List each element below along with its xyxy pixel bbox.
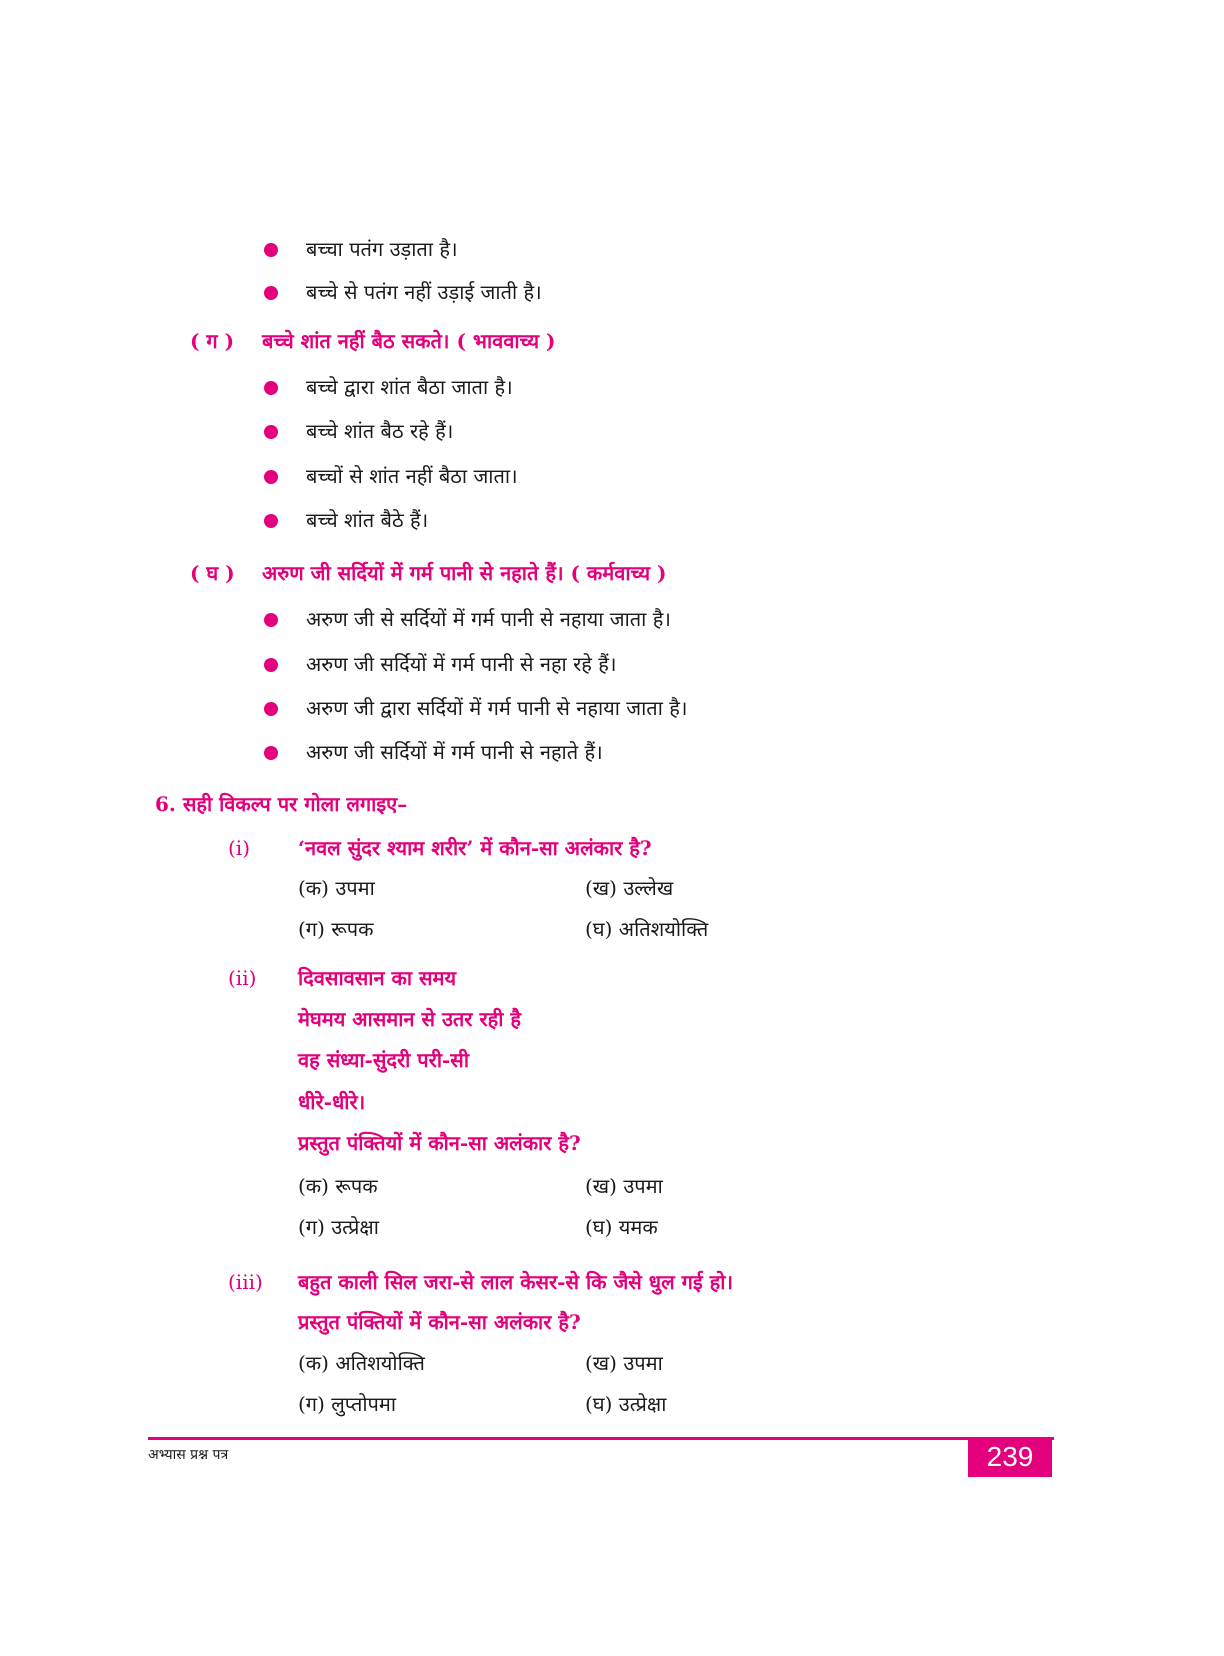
option: (ग) लुप्तोपमा <box>298 1392 397 1416</box>
option: (क) अतिशयोक्ति <box>298 1351 425 1375</box>
poem-line: धीरे-धीरे। <box>298 1090 366 1114</box>
question-marker: ( ग ) <box>190 329 235 353</box>
question-text: बहुत काली सिल जरा-से लाल केसर-से कि जैसे धुल गई हो। <box>298 1270 734 1294</box>
list-item: बच्चों से शांत नहीं बैठा जाता। <box>306 464 518 488</box>
bullet-dot <box>264 425 278 439</box>
option: (ख) उल्लेख <box>585 876 674 900</box>
option: (क) रूपक <box>298 1174 378 1198</box>
question-number: (i) <box>228 836 251 860</box>
list-item: बच्चा पतंग उड़ाता है। <box>306 237 458 261</box>
question-text: बच्चे शांत नहीं बैठ सकते। ( भाववाच्य ) <box>262 329 556 353</box>
bullet-dot <box>264 514 278 528</box>
poem-line: वह संध्या-सुंदरी परी-सी <box>298 1048 470 1072</box>
bullet-dot <box>264 702 278 716</box>
list-item: बच्चे शांत बैठ रहे हैं। <box>306 419 454 443</box>
option: (घ) उत्प्रेक्षा <box>585 1392 667 1416</box>
bullet-dot <box>264 613 278 627</box>
bullet-dot <box>264 286 278 300</box>
option: (ग) रूपक <box>298 917 374 941</box>
option: (ख) उपमा <box>585 1174 663 1198</box>
list-item: अरुण जी द्वारा सर्दियों में गर्म पानी से नहाया जाता है। <box>306 696 688 720</box>
bullet-dot <box>264 381 278 395</box>
option: (ग) उत्प्रेक्षा <box>298 1215 379 1239</box>
list-item: बच्चे द्वारा शांत बैठा जाता है। <box>306 375 513 399</box>
option: (क) उपमा <box>298 876 375 900</box>
bullet-dot <box>264 243 278 257</box>
question-text: अरुण जी सर्दियों में गर्म पानी से नहाते हैं। ( कर्मवाच्य ) <box>262 561 667 585</box>
question-text: प्रस्तुत पंक्तियों में कौन-सा अलंकार है? <box>298 1310 581 1334</box>
question-marker: ( घ ) <box>190 561 235 585</box>
question-text: ‘नवल सुंदर श्याम शरीर’ में कौन-सा अलंकार है? <box>298 836 652 860</box>
list-item: बच्चे शांत बैठे हैं। <box>306 508 429 532</box>
question-number: (iii) <box>228 1270 263 1294</box>
footer-label: अभ्यास प्रश्न पत्र <box>148 1447 229 1463</box>
option: (घ) अतिशयोक्ति <box>585 917 709 941</box>
bullet-dot <box>264 746 278 760</box>
poem-line: दिवसावसान का समय <box>298 966 457 990</box>
poem-line: मेघमय आसमान से उतर रही है <box>298 1007 522 1031</box>
list-item: बच्चे से पतंग नहीं उड़ाई जाती है। <box>306 280 542 304</box>
question-heading: 6. सही विकल्प पर गोला लगाइए– <box>155 792 408 816</box>
question-number: (ii) <box>228 966 257 990</box>
question-text: प्रस्तुत पंक्तियों में कौन-सा अलंकार है? <box>298 1131 581 1155</box>
list-item: अरुण जी सर्दियों में गर्म पानी से नहा रहे हैं। <box>306 652 617 676</box>
bullet-dot <box>264 470 278 484</box>
bullet-dot <box>264 658 278 672</box>
option: (घ) यमक <box>585 1215 658 1239</box>
option: (ख) उपमा <box>585 1351 663 1375</box>
page-number: 239 <box>968 1437 1052 1477</box>
footer-rule <box>148 1437 1054 1440</box>
list-item: अरुण जी सर्दियों में गर्म पानी से नहाते हैं। <box>306 740 603 764</box>
list-item: अरुण जी से सर्दियों में गर्म पानी से नहाया जाता है। <box>306 607 671 631</box>
